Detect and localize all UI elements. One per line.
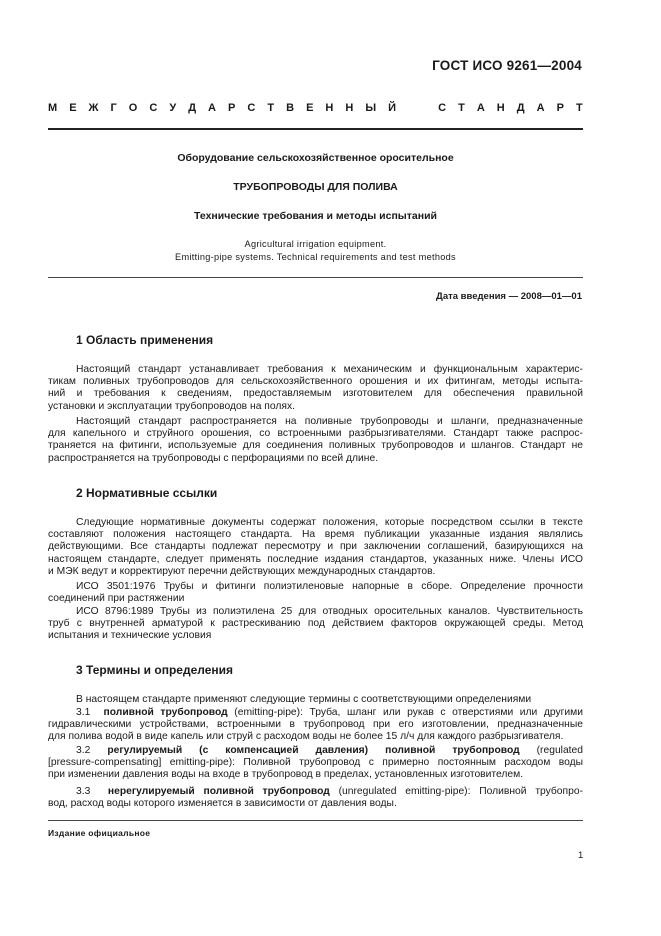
banner-word-1-letter: Е <box>306 102 314 114</box>
section-2-reference-iso-8796 <box>48 606 583 643</box>
section-2-reference-iso-3501 <box>48 581 583 605</box>
text-line: тикам поливных трубопроводов для сельскохозяйственного орошения и их фитингам, методы испыта- <box>48 376 583 388</box>
term-3-3-name: нерегулируемый поливной трубопровод <box>107 786 330 797</box>
text-line: Настоящий стандарт устанавливает требования к механическим и функциональным характерис- <box>76 364 583 375</box>
banner-word-1-letter: Й <box>388 102 397 114</box>
banner-word-2-letter: Д <box>516 102 525 114</box>
title-en-line-1: Agricultural irrigation equipment. <box>244 239 387 249</box>
banner-word-gap <box>408 102 426 114</box>
banner-word-1-letter: Н <box>345 102 354 114</box>
banner-word-1-letter: О <box>128 102 138 114</box>
term-3-1-first-line <box>48 707 583 719</box>
banner-word-2-letter: А <box>476 102 485 114</box>
text-line: Настоящий стандарт распространяется на поливные трубопроводы и шланги, предназначенные <box>76 416 583 427</box>
banner-word-1-letter: С <box>247 102 256 114</box>
term-3-1-number: 3.1 <box>76 707 91 718</box>
text-line: ИСО 8796:1989 Трубы из полиэтилена 25 для отводных оросительных каналов. Чувствительность <box>76 606 583 617</box>
interstate-standard-banner <box>48 102 583 114</box>
banner-word-2-letter: Н <box>496 102 505 114</box>
text-line: Следующие нормативные документы содержат положения, которые посредством ссылки в тексте <box>76 517 583 528</box>
term-3-2-definition <box>48 757 583 781</box>
section-1-paragraph-2 <box>48 416 583 465</box>
banner-word-2-letter: С <box>438 102 447 114</box>
text-line: труб с внутренней арматурой к растрескиванию под действием факторов окружающей среды. Метод <box>48 618 583 630</box>
text-line: вод, расход воды которого изменяется в зависимости от давления воды. <box>48 798 397 810</box>
banner-word-2-letter: Р <box>556 102 564 114</box>
banner-word-1-letter: С <box>149 102 158 114</box>
banner-word-1-letter: М <box>48 102 58 114</box>
text-line: ИСО 3501:1976 Трубы и фитинги полиэтиленовые напорные в сборе. Определение прочности <box>76 581 583 592</box>
banner-word-2-letter: Т <box>458 102 465 114</box>
title-en-line-2: Emitting-pipe systems. Technical requirements and test methods <box>175 252 456 262</box>
term-3-2-first-line <box>48 745 583 757</box>
section-2-title: 2 Нормативные ссылки <box>76 486 218 500</box>
middle-rule <box>48 277 583 278</box>
banner-word-1-letter: У <box>169 102 177 114</box>
banner-word-1-letter: Г <box>110 102 117 114</box>
term-3-3-definition <box>48 798 583 810</box>
title-ru-line-3: Технические требования и методы испытаний <box>194 210 437 222</box>
banner-word-1-letter: Р <box>228 102 236 114</box>
term-3-2-number: 3.2 <box>76 745 91 756</box>
banner-word-2-letter: Т <box>575 102 583 114</box>
term-3-1-name: поливной трубопровод <box>103 707 228 718</box>
document-code: ГОСТ ИСО 9261—2004 <box>432 58 582 73</box>
bottom-rule <box>48 820 583 821</box>
text-line: траняется на фитинги, используемые для соединения поливных трубопроводов и шлангов. Стандарт не <box>48 440 583 452</box>
text-line: соединений при растяжении <box>48 593 185 605</box>
text-line: и МЭК ведут и корректируют перечни действующих международных стандартов. <box>48 565 436 577</box>
text-line: распространяется на трубопроводы с перфорациями по всей длине. <box>48 452 379 464</box>
top-rule <box>48 128 583 130</box>
banner-word-1-letter: Е <box>69 102 77 114</box>
text-line: при изменении давления воды на входе в трубопровод в пределах, установленных изготовителем. <box>48 769 524 781</box>
banner-word-1-letter: Д <box>188 102 197 114</box>
section-3-intro-text: В настоящем стандарте применяют следующие термины с соответствующими определениями <box>76 694 532 705</box>
term-3-3 <box>48 786 583 810</box>
text-line: действующими. Все стандарты подлежат пересмотру и при заключении соглашений, базирующихся на <box>48 541 583 553</box>
term-3-2-name: регулируемый (с компенсацией давления) поливной трубопровод <box>107 745 520 756</box>
section-3-intro <box>48 694 583 706</box>
section-2-paragraph-1 <box>48 517 583 578</box>
introduction-date: Дата введения — 2008—01—01 <box>436 291 582 302</box>
banner-word-2-letter: А <box>536 102 545 114</box>
term-3-3-number: 3.3 <box>76 786 91 797</box>
official-edition-note: Издание официальное <box>48 828 151 838</box>
banner-word-1-letter: Н <box>325 102 334 114</box>
page-number: 1 <box>578 850 584 861</box>
text-line: для полива водой в виде капель или струй с расходом воды не более 15 л/ч для каждого разбрызгивателя. <box>48 731 564 743</box>
text-line: [pressure-compensating] emitting-pipe): Поливной трубопровод с примерно постоянным расходом воды <box>48 757 583 769</box>
banner-word-1-letter: А <box>208 102 216 114</box>
banner-word-1-letter: В <box>286 102 295 114</box>
text-line: для капельного и струйного орошения, со встроенными разбрызгивателями. Стандарт также распрос- <box>48 428 583 440</box>
term-3-2-definition-start: (regulated <box>519 745 583 756</box>
section-1-title: 1 Область применения <box>76 333 214 347</box>
title-ru-line-1: Оборудование сельскохозяйственное оросительное <box>177 152 454 164</box>
section-3-title: 3 Термины и определения <box>76 663 234 677</box>
term-3-1-definition-start: (emitting-pipe): Труба, шланг или рукав с отверстиями или другими <box>227 707 583 718</box>
text-line: составляют положения настоящего стандарта. На время публикации указанные издания являлись <box>48 529 583 541</box>
term-3-1-definition <box>48 719 583 743</box>
text-line: ний и требования к сведениям, предоставляемым изготовителем для обеспечения правильной <box>48 388 583 400</box>
term-3-2 <box>48 745 583 782</box>
title-ru-line-2: ТРУБОПРОВОДЫ ДЛЯ ПОЛИВА <box>233 181 398 193</box>
text-line: настоящем стандарте, следует применять последние издания стандартов, указанных ниже. Члены ИСО <box>48 553 583 565</box>
term-3-3-first-line <box>48 786 583 798</box>
term-3-3-definition-start: (unregulated emitting-pipe): Поливной трубопро- <box>329 786 583 797</box>
banner-word-1-letter: Т <box>267 102 275 114</box>
section-1-paragraph-1 <box>48 364 583 413</box>
text-line: гидравлическими устройствами, встроенными в трубопровод при его изготовлении, предназначенные <box>48 719 583 731</box>
banner-word-1-letter: Ы <box>365 102 377 114</box>
text-line: испытания и технические условия <box>48 630 212 642</box>
banner-word-1-letter: Ж <box>88 102 99 114</box>
text-line: установки и эксплуатации трубопроводов на полях. <box>48 400 295 412</box>
term-3-1 <box>48 707 583 744</box>
